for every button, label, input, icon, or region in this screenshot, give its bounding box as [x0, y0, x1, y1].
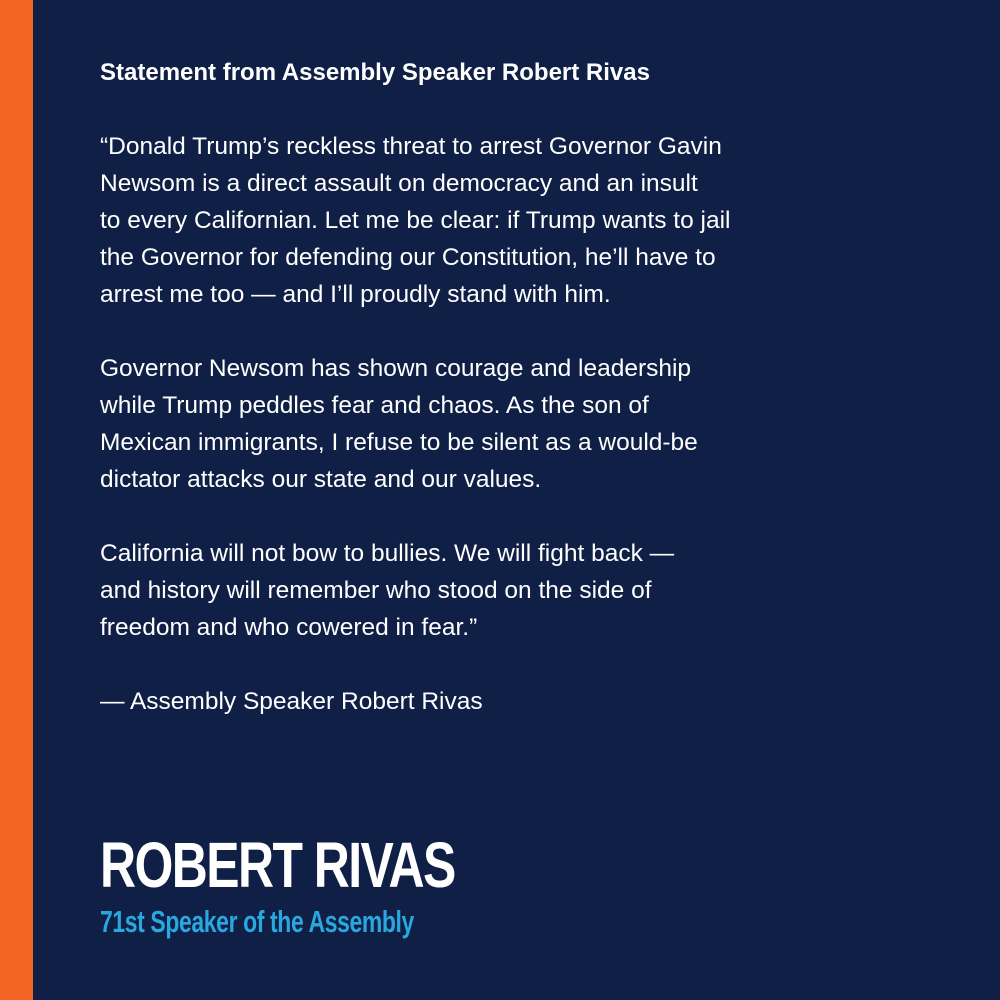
brand-title: 71st Speaker of the Assembly: [100, 904, 414, 939]
statement-content: [100, 55, 860, 720]
statement-paragraph-2: Governor Newsom has shown courage and leadership while Trump peddles fear and chaos. As the son of Mexican immigrants, I refuse to be silent as a would-be dictator attacks our state and our values.: [100, 355, 698, 493]
statement-paragraph-1: “Donald Trump’s reckless threat to arrest Governor Gavin Newsom is a direct assault on democracy and an insult to every Californian. Let me be clear: if Trump wants to jail the Governor for defending our Constitution, he’ll have to arrest me too — and I’ll proudly stand with him.: [100, 133, 731, 308]
brand-name: ROBERT RIVAS: [100, 829, 455, 901]
brand-block: [100, 830, 555, 940]
statement-attribution: — Assembly Speaker Robert Rivas: [100, 688, 483, 715]
accent-bar: [0, 0, 33, 1000]
statement-paragraph-3: California will not bow to bullies. We will fight back — and history will remember who stood on the side of freedom and who cowered in fear.”: [100, 540, 675, 641]
statement-heading: Statement from Assembly Speaker Robert Rivas: [100, 59, 650, 86]
